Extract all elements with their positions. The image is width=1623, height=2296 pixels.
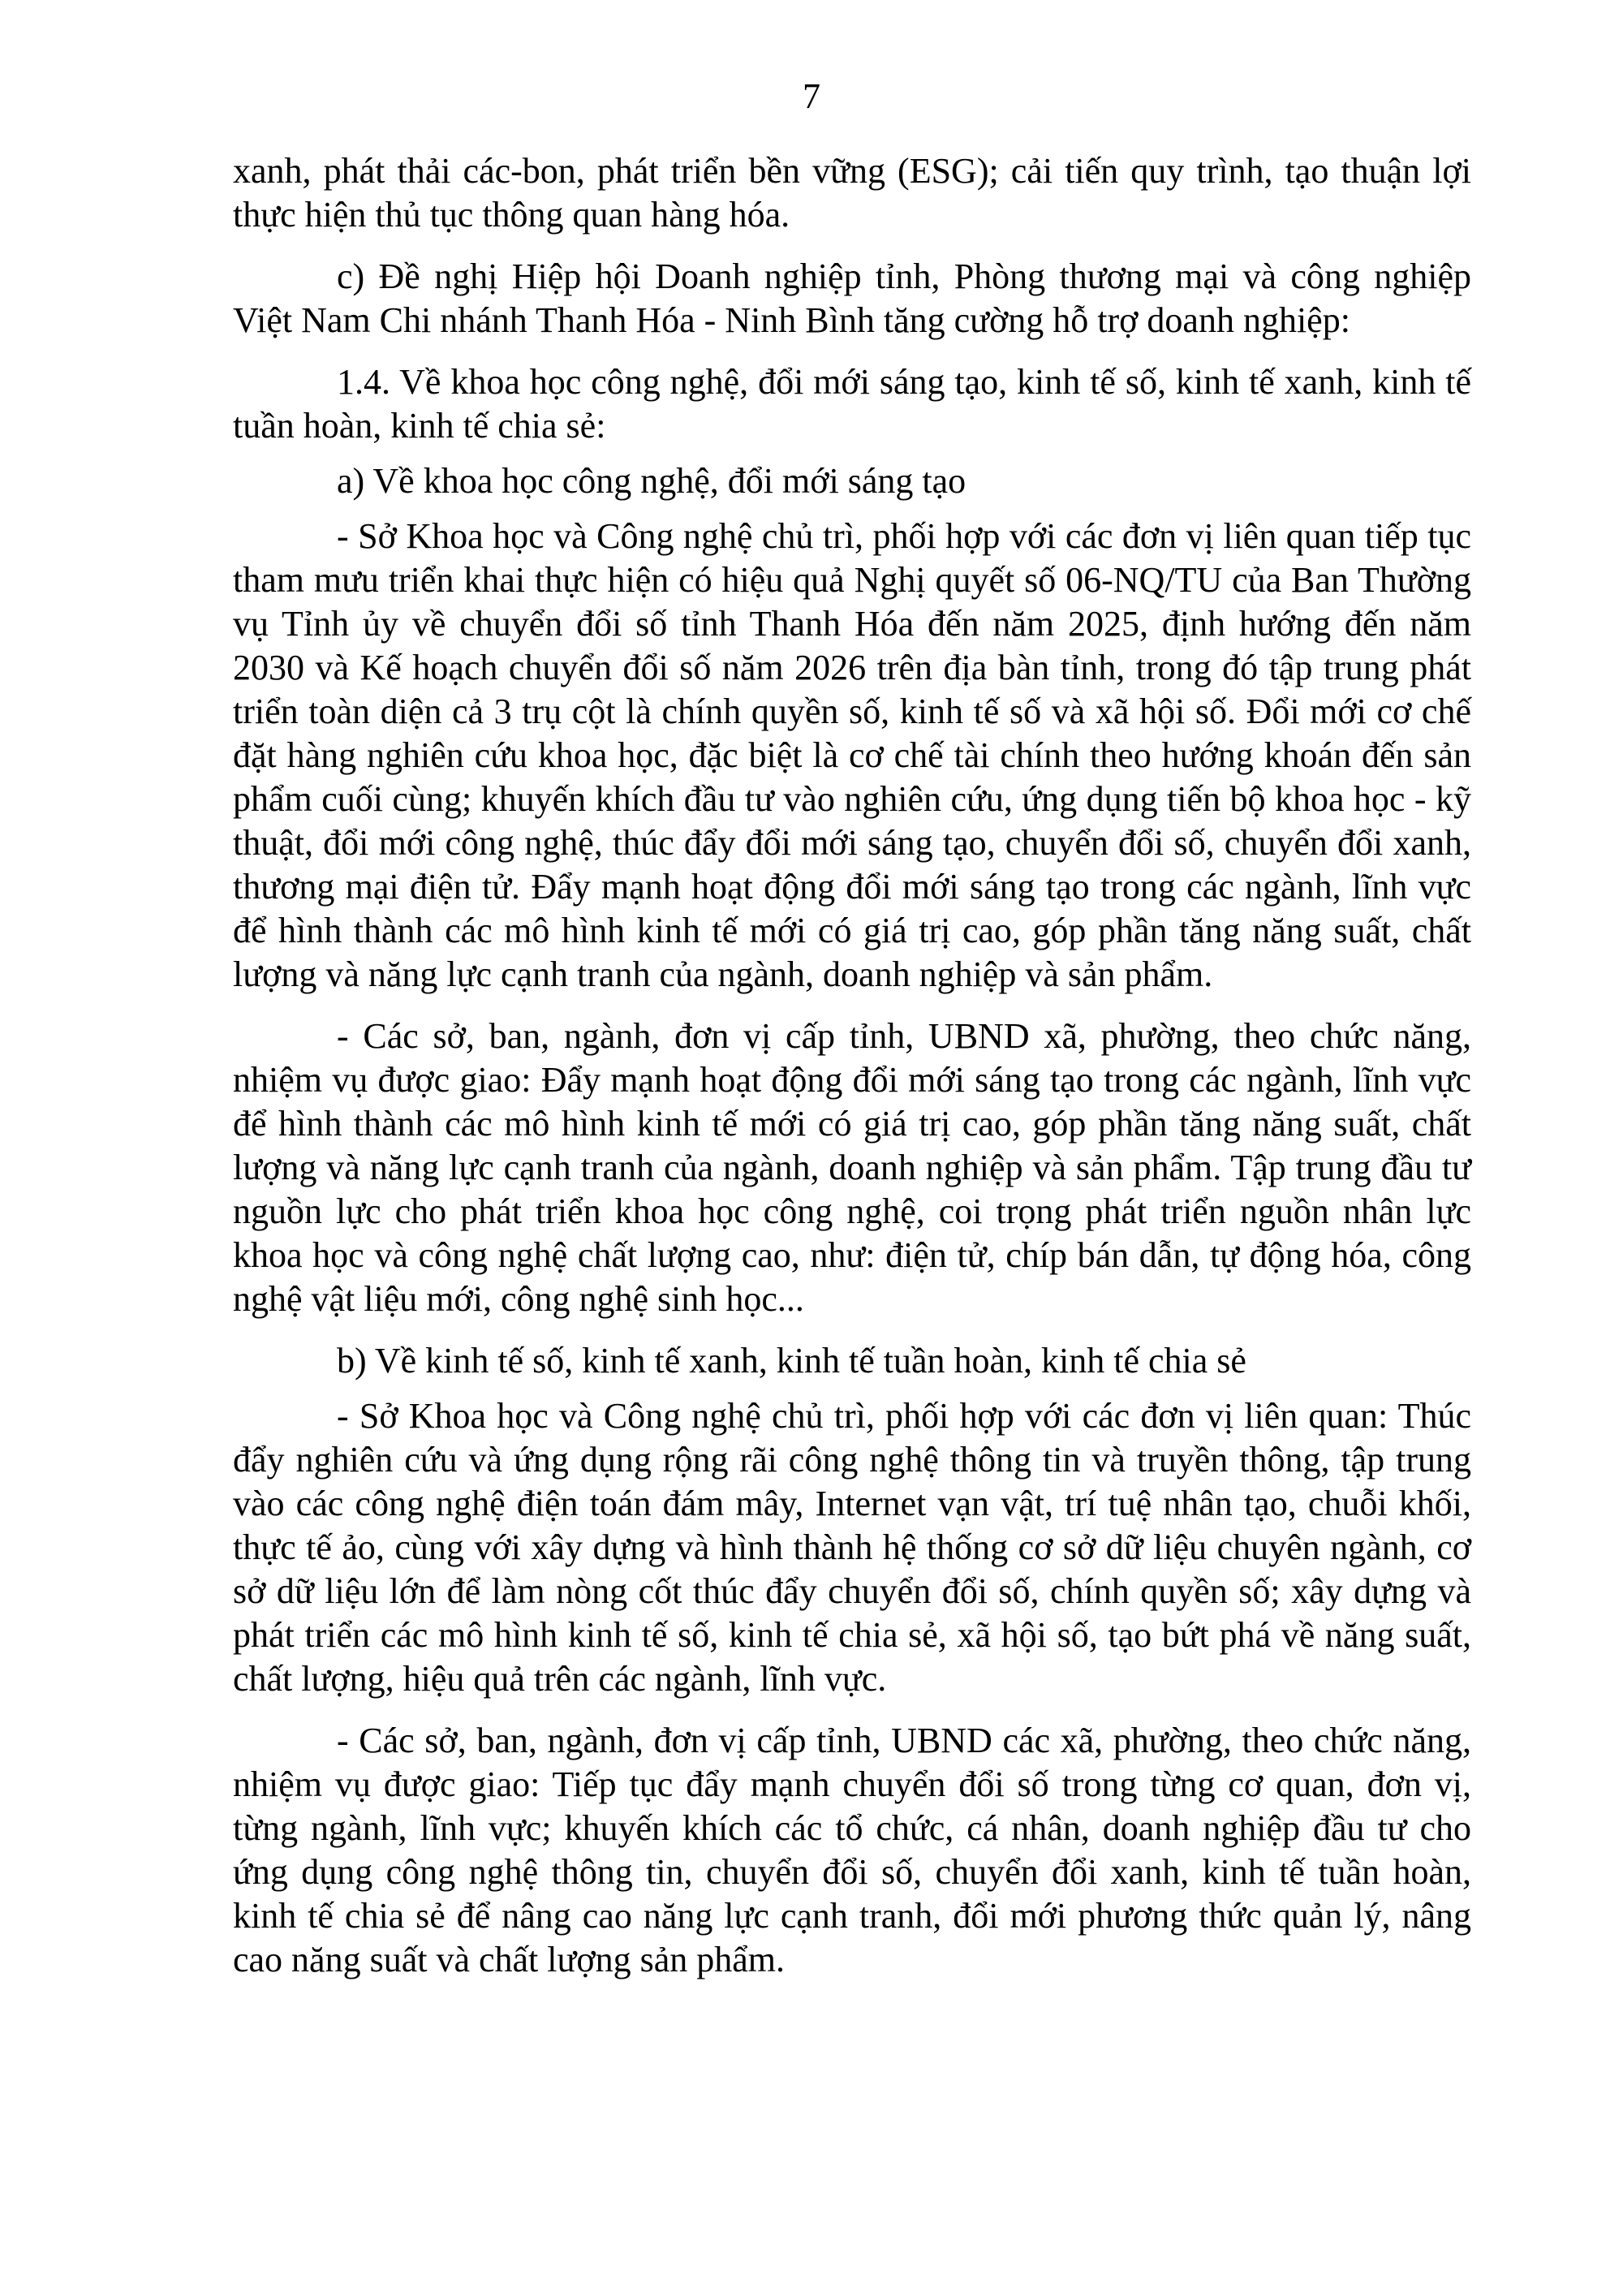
paragraph-b-1: - Sở Khoa học và Công nghệ chủ trì, phối hợp với các đơn vị liên quan: Thúc đẩy nghiên cứu và ứng dụng rộng rãi công nghệ thông tin và truyền thông, tập trung vào các công nghệ điện toán đám mây, Internet vạn vật, trí tuệ nhân tạo, chuỗi khối, thực tế ảo, cùng với xây dựng và hình thành hệ thống cơ sở dữ liệu chuyên ngành, cơ sở dữ liệu lớn để làm nòng cốt thúc đẩy chuyển đổi số, chính quyền số; xây dựng và phát triển các mô hình kinh tế số, kinh tế chia sẻ, xã hội số, tạo bứt phá về năng suất, chất lượng, hiệu quả trên các ngành, lĩnh vực. xyxy=(233,1396,1471,1699)
subsection-heading-a: a) Về khoa học công nghệ, đổi mới sáng tạo xyxy=(337,461,966,501)
paragraph-a-1: - Sở Khoa học và Công nghệ chủ trì, phối hợp với các đơn vị liên quan tiếp tục tham mưu triển khai thực hiện có hiệu quả Nghị quyết số 06-NQ/TU của Ban Thường vụ Tỉnh ủy về chuyển đổi số tỉnh Thanh Hóa đến năm 2025, định hướng đến năm 2030 và Kế hoạch chuyển đổi số năm 2026 trên địa bàn tỉnh, trong đó tập trung phát triển toàn diện cả 3 trụ cột là chính quyền số, kinh tế số và xã hội số. Đổi mới cơ chế đặt hàng nghiên cứu khoa học, đặc biệt là cơ chế tài chính theo hướng khoán đến sản phẩm cuối cùng; khuyến khích đầu tư vào nghiên cứu, ứng dụng tiến bộ khoa học - kỹ thuật, đổi mới công nghệ, thúc đẩy đổi mới sáng tạo, chuyển đổi số, chuyển đổi xanh, thương mại điện tử. Đẩy mạnh hoạt động đổi mới sáng tạo trong các ngành, lĩnh vực để hình thành các mô hình kinh tế mới có giá trị cao, góp phần tăng năng suất, chất lượng và năng lực cạnh tranh của ngành, doanh nghiệp và sản phẩm. xyxy=(233,516,1471,994)
page-number: 7 xyxy=(803,76,820,116)
paragraph-item-c: c) Đề nghị Hiệp hội Doanh nghiệp tỉnh, Phòng thương mại và công nghiệp Việt Nam Chi nhánh Thanh Hóa - Ninh Bình tăng cường hỗ trợ doanh nghiệp: xyxy=(233,256,1471,340)
section-heading-1-4: 1.4. Về khoa học công nghệ, đổi mới sáng tạo, kinh tế số, kinh tế xanh, kinh tế tuần hoàn, kinh tế chia sẻ: xyxy=(233,362,1471,446)
paragraph-b-2: - Các sở, ban, ngành, đơn vị cấp tỉnh, UBND các xã, phường, theo chức năng, nhiệm vụ được giao: Tiếp tục đẩy mạnh chuyển đổi số trong từng cơ quan, đơn vị, từng ngành, lĩnh vực; khuyến khích các tổ chức, cá nhân, doanh nghiệp đầu tư cho ứng dụng công nghệ thông tin, chuyển đổi số, chuyển đổi xanh, kinh tế tuần hoàn, kinh tế chia sẻ để nâng cao năng lực cạnh tranh, đổi mới phương thức quản lý, nâng cao năng suất và chất lượng sản phẩm. xyxy=(233,1721,1471,1979)
paragraph-a-2: - Các sở, ban, ngành, đơn vị cấp tỉnh, UBND xã, phường, theo chức năng, nhiệm vụ được giao: Đẩy mạnh hoạt động đổi mới sáng tạo trong các ngành, lĩnh vực để hình thành các mô hình kinh tế mới có giá trị cao, góp phần tăng năng suất, chất lượng và năng lực cạnh tranh của ngành, doanh nghiệp và sản phẩm. Tập trung đầu tư nguồn lực cho phát triển khoa học công nghệ, coi trọng phát triển nguồn nhân lực khoa học và công nghệ chất lượng cao, như: điện tử, chíp bán dẫn, tự động hóa, công nghệ vật liệu mới, công nghệ sinh học... xyxy=(233,1016,1471,1319)
paragraph-continuation: xanh, phát thải các-bon, phát triển bền vững (ESG); cải tiến quy trình, tạo thuận lợi thực hiện thủ tục thông quan hàng hóa. xyxy=(233,151,1471,235)
subsection-heading-b: b) Về kinh tế số, kinh tế xanh, kinh tế tuần hoàn, kinh tế chia sẻ xyxy=(337,1341,1246,1381)
document-body xyxy=(233,149,1471,2000)
